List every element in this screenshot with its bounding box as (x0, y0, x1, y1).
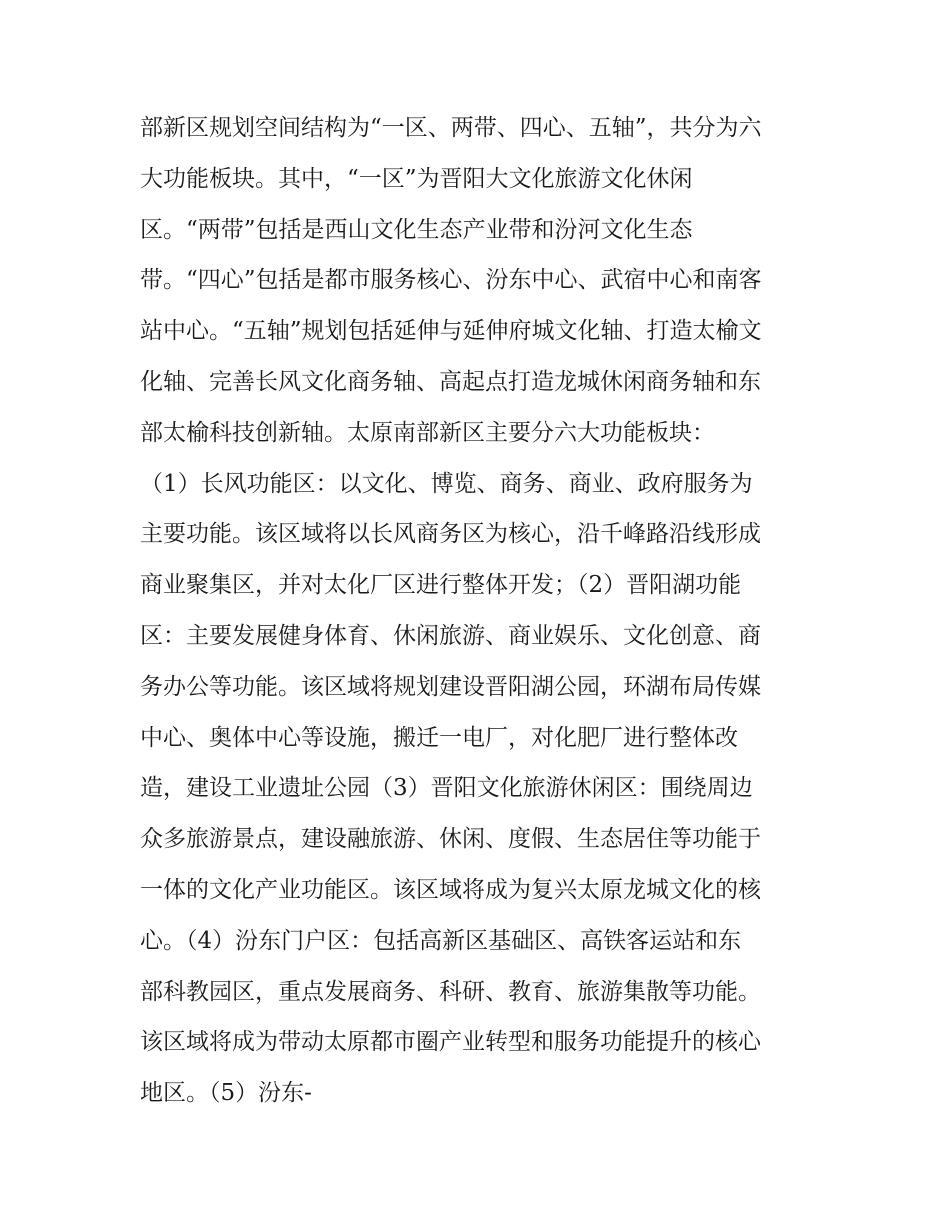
text-line: 大功能板块。其中，“一区”为晋阳大文化旅游文化休闲 (140, 165, 693, 192)
text-line: 心。（4）汾东门户区：包括高新区基础区、高铁客运站和东 (140, 927, 742, 954)
text-line: 区。“两带”包括是西山文化生态产业带和汾河文化生态 (140, 216, 693, 243)
text-line: 众多旅游景点，建设融旅游、休闲、度假、生态居住等功能于 (140, 826, 761, 853)
text-line: 务办公等功能。该区域将规划建设晋阳湖公园，环湖布局传媒 (140, 673, 761, 700)
text-line: （1）长风功能区：以文化、博览、商务、商业、政府服务为 (140, 470, 753, 497)
text-line: 化轴、完善长风文化商务轴、高起点打造龙城休闲商务轴和东 (140, 368, 761, 395)
text-line: 一体的文化产业功能区。该区域将成为复兴太原龙城文化的核 (140, 876, 761, 903)
text-line: 该区域将成为带动太原都市圈产业转型和服务功能提升的核心 (140, 1029, 761, 1056)
text-line: 商业聚集区，并对太化厂区进行整体开发；（2）晋阳湖功能 (140, 572, 742, 599)
text-line: 地区。（5）汾东- (140, 1080, 312, 1107)
text-line: 中心、奥体中心等设施，搬迁一电厂，对化肥厂进行整体改 (140, 724, 738, 751)
text-line: 站中心。“五轴”规划包括延伸与延伸府城文化轴、打造太榆文 (140, 318, 762, 345)
text-line: 区：主要发展健身体育、休闲旅游、商业娱乐、文化创意、商 (140, 622, 761, 649)
text-line: 主要功能。该区域将以长风商务区为核心，沿千峰路沿线形成 (140, 521, 761, 548)
text-line: 带。“四心”包括是都市服务核心、汾东中心、武宿中心和南客 (140, 267, 762, 294)
body-paragraph (140, 103, 820, 1119)
text-line: 部太榆科技创新轴。太原南部新区主要分六大功能板块： (140, 419, 715, 446)
text-line: 部科教园区，重点发展商务、科研、教育、旅游集散等功能。 (140, 978, 761, 1005)
text-line: 造，建设工业遗址公园（3）晋阳文化旅游休闲区：围绕周边 (140, 775, 753, 802)
text-line: 部新区规划空间结构为“一区、两带、四心、五轴”，共分为六 (140, 115, 762, 141)
